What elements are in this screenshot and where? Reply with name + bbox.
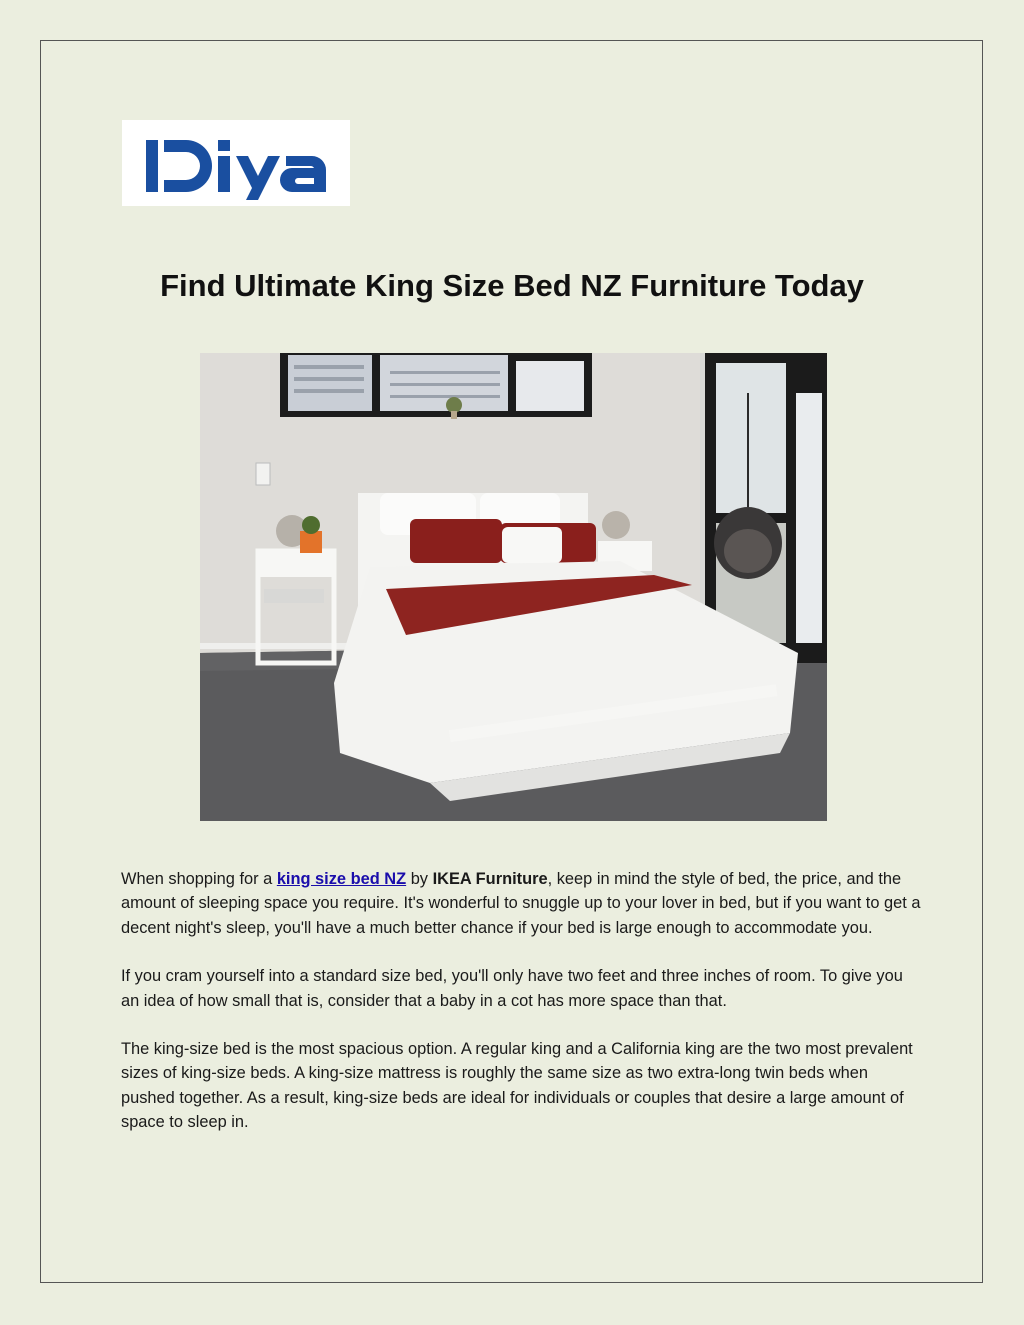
king-size-bed-link[interactable]: king size bed NZ [276,870,407,888]
paragraph-1 [121,867,921,940]
page-title: Find Ultimate King Size Bed NZ Furniture Today [160,268,864,303]
logo-mark [122,120,350,206]
bedroom-photo [200,353,827,821]
paragraph-1-rest: , keep in mind the style of bed, the price, and the amount of sleeping space you require. It's wonderful to snuggle up to your lover in bed, but if you want to get a decent night's sleep, you'll have a much better chance if your bed is large enough to accommodate you. [121,870,921,937]
paragraph-2: If you cram yourself into a standard size bed, you'll only have two feet and three inches of room. To give you an idea of how small that is, consider that a baby in a cot has more space than that. [121,967,903,1010]
paragraph-1-intro: When shopping for a [121,870,277,888]
paragraph-1-by: by [406,870,433,888]
brand-logo[interactable] [122,120,350,206]
brand-name: IKEA Furniture [432,870,548,888]
bedroom-illustration [200,353,827,821]
article-body [121,867,921,1159]
paragraph-3: The king-size bed is the most spacious option. A regular king and a California king are the two most prevalent sizes of king-size beds. A king-size mattress is roughly the same size as two extra-long twin beds when pushed together. As a result, king-size beds are ideal for individuals or couples that desire a large amount of space to sleep in. [121,1040,913,1132]
